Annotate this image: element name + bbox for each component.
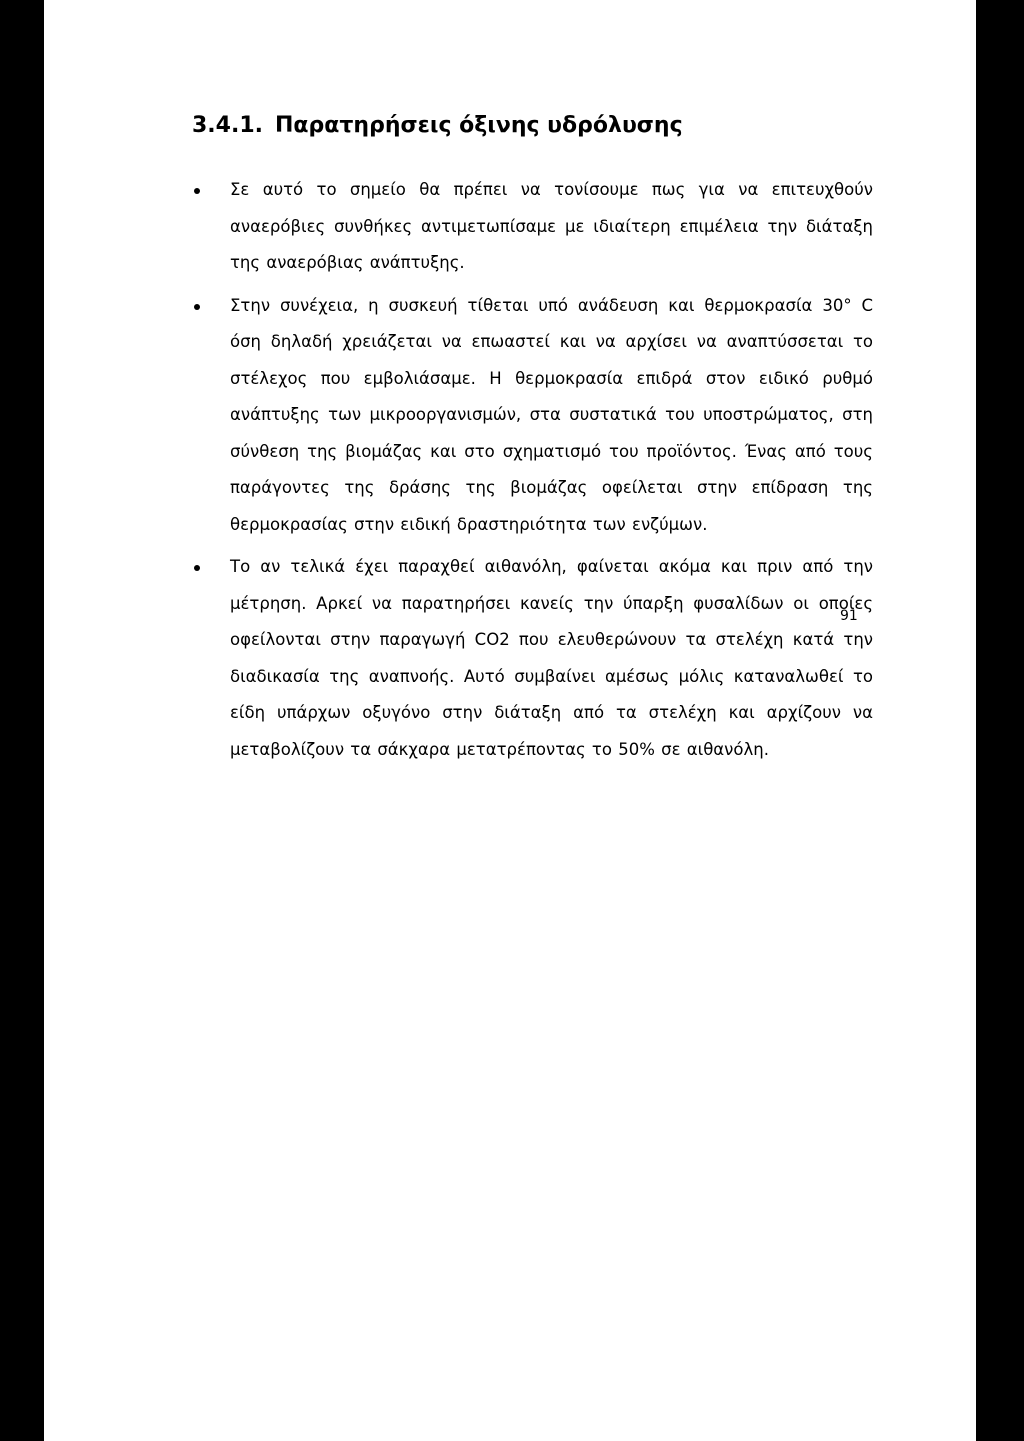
bullet-text: Το αν τελικά έχει παραχθεί αιθανόλη, φαίνεται ακόμα και πριν από την μέτρηση. Αρκεί να παρατηρήσει κανείς την ύπαρξη φυσαλίδων οι οποίες οφείλονται στην παραγωγή CO2 που ελευθερώνουν τα στελέχη κατά την διαδικασία της αναπνοής. Αυτό συμβαίνει αμέσως μόλις καταναλωθεί το είδη υπάρχων οξυγόνο στην διάταξη από τα στελέχη και αρχίζουν να μεταβολίζουν τα σάκχαρα μετατρέποντας το 50% σε αιθανόλη.	[230, 557, 873, 759]
section-number: 3.4.1.	[192, 113, 263, 138]
bullet-icon	[194, 188, 200, 194]
document-page	[44, 0, 976, 1441]
bullet-icon	[194, 565, 200, 571]
section-heading	[192, 113, 683, 138]
list-item	[184, 549, 873, 768]
section-title: Παρατηρήσεις όξινης υδρόλυσης	[275, 113, 683, 138]
bullet-text: Στην συνέχεια, η συσκευή τίθεται υπό ανάδευση και θερμοκρασία 30° C όση δηλαδή χρειάζεται να επωαστεί και να αρχίσει να αναπτύσσεται το στέλεχος που εμβολιάσαμε. Η θερμοκρασία επιδρά στον ειδικό ρυθμό ανάπτυξης των μικροοργανισμών, στα συστατικά του υποστρώματος, στη σύνθεση της βιομάζας και στο σχηματισμό του προϊόντος. Ένας από τους παράγοντες της δράσης της βιομάζας οφείλεται στην επίδραση της θερμοκρασίας στην ειδική δραστηριότητα των ενζύμων.	[230, 295, 873, 534]
bullet-text: Σε αυτό το σημείο θα πρέπει να τονίσουμε πως για να επιτευχθούν αναερόβιες συνθήκες αντιμετωπίσαμε με ιδιαίτερη επιμέλεια την διάταξη της αναερόβιας ανάπτυξης.	[230, 180, 873, 272]
bullet-list	[184, 172, 873, 774]
list-item	[184, 288, 873, 544]
list-item	[184, 172, 873, 282]
page-number: 91	[840, 608, 858, 624]
bullet-icon	[194, 304, 200, 310]
